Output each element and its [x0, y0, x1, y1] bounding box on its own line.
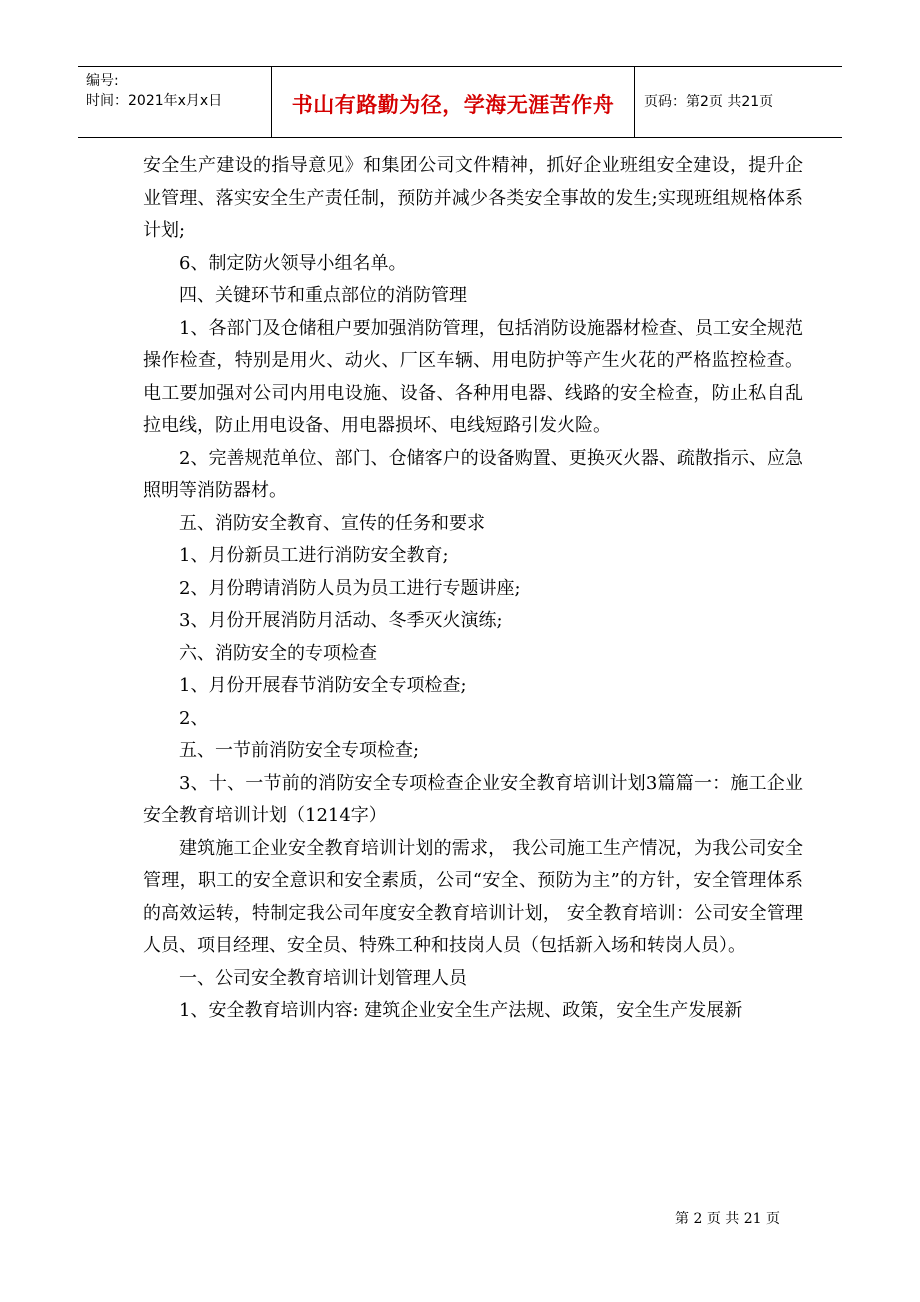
list-item: 五、一节前消防安全专项检查;	[179, 740, 420, 761]
header-divider-right	[634, 67, 635, 137]
list-item: 1、月份新员工进行消防安全教育;	[179, 545, 449, 566]
paragraph: 1、各部门及仓储租户要加强消防管理，包括消防设施器材检查、员工安全规范操作检查，特别是用火、动火、厂区车辆、用电防护等产生火花的严格监控检查。电工要加强对公司内用电设施、设备、各种用电器、线路的安全检查，防止私自乱拉电线，防止用电设备、用电器损坏、电线短路引发火险。	[143, 317, 803, 436]
paragraph: 6、制定防火领导小组名单。	[179, 252, 407, 274]
paragraph: 2、完善规范单位、部门、仓储客户的设备购置、更换灭火器、疏散指示、应急照明等消防器材。	[143, 447, 803, 501]
header-slogan: 书山有路勤为径，学海无涯苦作舟	[291, 93, 615, 117]
number-label: 编号:	[86, 73, 119, 89]
paragraph: 建筑施工企业安全教育培训计划的需求， 我公司施工生产情况，为我公司安全管理，职工的安全意识和安全素质，公司“安全、预防为主”的方针，安全管理体系的高效运转，特制定我公司年度安全教育培训计划， 安全教育培训：公司安全管理人员、项目经理、安全员、特殊工种和技岗人员（包括新入场和转岗人员）。	[143, 837, 803, 956]
header-page-number: 页码：第2页 共21页	[644, 94, 774, 110]
paragraph: 3、十、一节前的消防安全专项检查企业安全教育培训计划3篇篇一：施工企业安全教育培训计划（1214字）	[143, 772, 803, 826]
list-item: 3、月份开展消防月活动、冬季灭火演练;	[179, 610, 503, 631]
document-body	[143, 150, 803, 1028]
section-heading: 六、消防安全的专项检查	[179, 642, 377, 664]
paragraph: 1、安全教育培训内容: 建筑企业安全生产法规、政策，安全生产发展新	[179, 1000, 743, 1021]
list-item: 1、月份开展春节消防安全专项检查;	[179, 675, 467, 696]
time-label: 时间：2021年x月x日	[86, 93, 223, 109]
page-footer: 第 2 页 共 21 页	[675, 1211, 780, 1227]
section-heading: 五、消防安全教育、宣传的任务和要求	[179, 512, 485, 534]
paragraph: 安全生产建设的指导意见》和集团公司文件精神，抓好企业班组安全建设，提升企业管理、落实安全生产责任制，预防并减少各类安全事故的发生;实现班组规格体系计划;	[143, 155, 803, 241]
page-header	[78, 66, 842, 138]
section-heading: 一、公司安全教育培训计划管理人员	[179, 967, 467, 989]
list-item: 2、月份聘请消防人员为员工进行专题讲座;	[179, 577, 521, 599]
header-meta	[86, 71, 276, 111]
list-item: 2、	[179, 707, 209, 729]
section-heading: 四、关键环节和重点部位的消防管理	[179, 285, 467, 306]
